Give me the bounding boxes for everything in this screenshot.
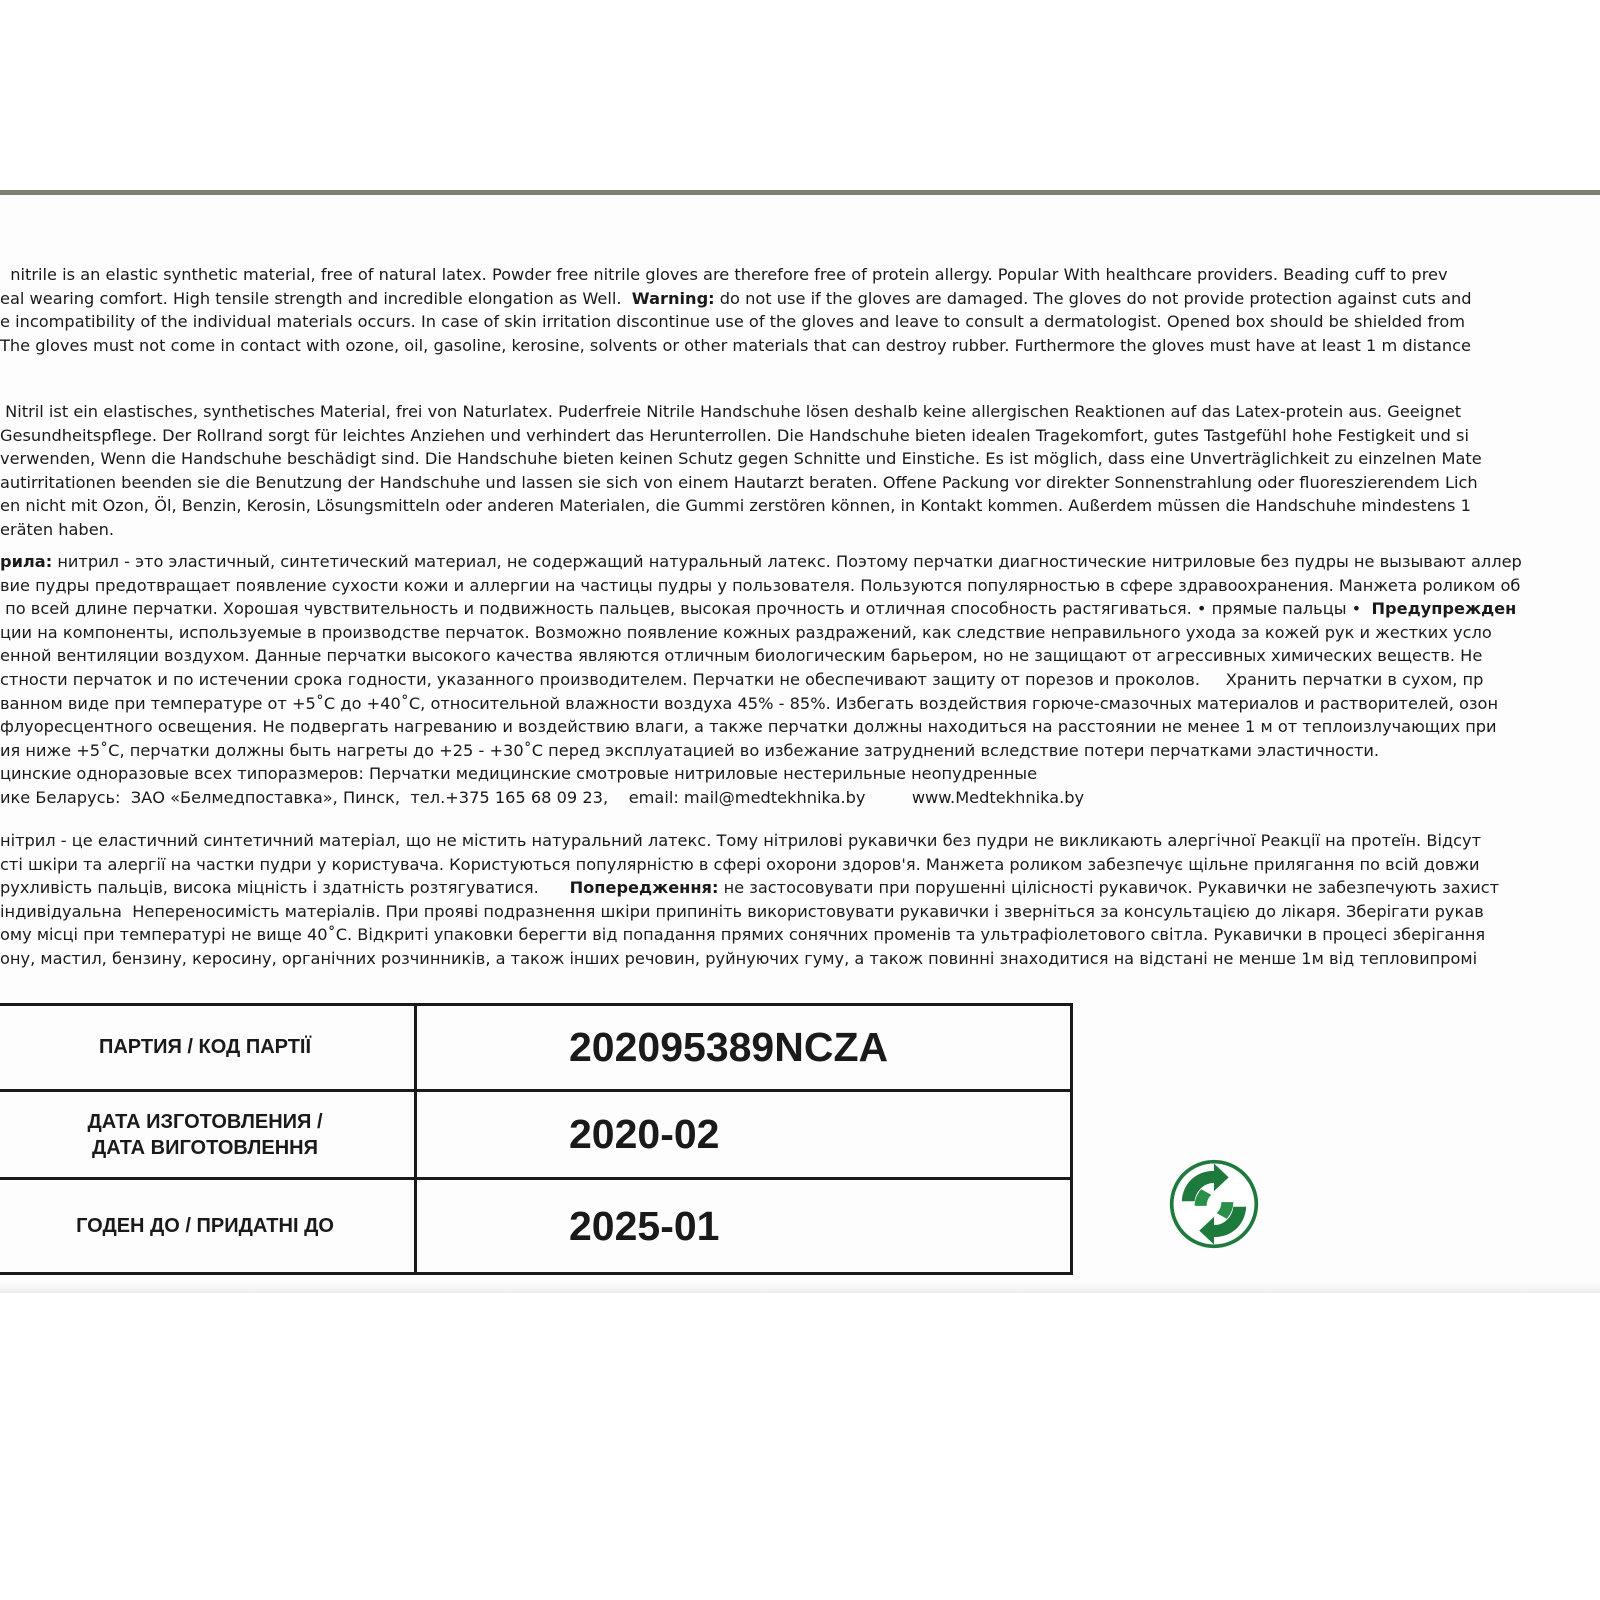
- text-line: [0, 550, 1522, 574]
- text-line: [0, 287, 1472, 311]
- section-label: рила:: [0, 552, 53, 571]
- text-line: нітрил - це еластичний синтетичний матеріал, що не містить натуральний латекс. Тому нітрилові рукавички без пудри не викликають алергічної Реакції на протеїн. Відсут: [0, 831, 1482, 850]
- instructions-german: [0, 400, 1482, 542]
- text-line: autirritationen beenden sie die Benutzung der Handschuhe und lassen sie sich von einem Hautarzt beraten. Offene Packung vor direkter Sonnenstrahlung oder fluoreszierendem Lich: [0, 472, 1478, 492]
- text-line: en nicht mit Ozon, Öl, Benzin, Kerosin, Lösungsmitteln oder anderen Materialen, die Gummi zerstören können, in Kontakt kommen. Außerdem müssen die Handschuhe mindestens 1: [0, 496, 1471, 516]
- text-line: verwenden, Wenn die Handschuhe beschädigt sind. Die Handschuhe bieten keinen Schutz gegen Schnitte und Einstiche. Es ist möglich, dass eine Unverträglichkeit zu einzelnen Mate: [0, 449, 1482, 469]
- expiry-date-value: 2025-01: [416, 1179, 1072, 1274]
- warning-label: Предупрежден: [1371, 599, 1517, 619]
- green-dot-recycle-icon: [1168, 1158, 1260, 1250]
- text-line: індивідуальна Непереносимість матеріалів. При прояві подразнення шкіри припиніть використовувати рукавички і зверніться за консультацією до лікаря. Зберігати рукав: [0, 901, 1484, 921]
- text-segment: eal wearing comfort. High tensile strength and incredible elongation as Well.: [0, 288, 632, 308]
- text-line: вие пудры предотвращает появление сухости кожи и аллергии на частицы пудры у пользователя. Пользуются популярностью в сфере здравоохранения. Манжета роликом об: [0, 575, 1521, 595]
- text-line: сті шкіри та алергії на частки пудри у користувача. Користуються популярністю в сфері охорони здоров'я. Манжета роликом забезпечує щільне прилягання по всій довжи: [0, 854, 1480, 874]
- text-line: цинские одноразовые всех типоразмеров: Перчатки медицинские смотровые нитриловые нестерильные неопудренные: [0, 764, 1038, 784]
- label-line: ДАТА ИЗГОТОВЛЕНИЯ /: [87, 1110, 323, 1133]
- text-segment: рухливість пальців, висока міцність і здатність розтягуватися.: [0, 878, 570, 898]
- text-line: Nitril ist ein elastisches, synthetisches Material, frei von Naturlatex. Puderfreie Nitrile Handschuhe lösen deshalb keine allergischen Reaktionen auf das Latex-protein aus. Geeignet: [0, 402, 1462, 421]
- text-line: The gloves must not come in contact with ozone, oil, gasoline, kerosine, solvents or other materials that can destroy rubber. Furthermore the gloves must have at least 1 m distance: [0, 335, 1471, 355]
- text-line: ия ниже +5˚С, перчатки должны быть нагреты до +25 - +30˚С перед эксплуатацией во избежание затруднений вследствие потери перчатками эластичности.: [0, 740, 1380, 760]
- text-segment: не застосовувати при порушенні цілісності рукавичок. Рукавички не забезпечують захист: [718, 878, 1500, 898]
- text-line: флуоресцентного освещения. Не подвергать нагреванию и воздействию влаги, а также перчатки должны находиться на расстоянии не менее 1 м от теплоизлучающих при: [0, 717, 1497, 737]
- table-row: [0, 1090, 1072, 1178]
- batch-info-table: [0, 1003, 1073, 1275]
- glove-box-side-panel: [0, 190, 1600, 1293]
- text-line: [0, 597, 1522, 621]
- text-segment: по всей длине перчатки. Хорошая чувствительность и подвижность пальцев, высокая прочность и отличная способность растягиваться. • прямые пальцы •: [0, 599, 1372, 619]
- text-line: стности перчаток и по истечении срока годности, указанного производителем. Перчатки не обеспечивают защиту от порезов и проколов. Хранить перчатки в сухом, пр: [0, 669, 1484, 689]
- text-line: ому місці при температурі не вище 40˚С. Відкриті упаковки берегти від попадання прямих сонячних променів та ультрафіолетового світла. Рукавички в процесі зберігання: [0, 925, 1486, 945]
- instructions-english: [0, 263, 1472, 357]
- expiry-date-label: ГОДЕН ДО / ПРИДАТНІ ДО: [0, 1179, 416, 1274]
- text-line: ике Беларусь: ЗАО «Белмедпоставка», Пинск, тел.+375 165 68 09 23, email: mail@medtekhnika.by www.Medtekhnika.by: [0, 787, 1085, 807]
- batch-label: ПАРТИЯ / КОД ПАРТІЇ: [0, 1005, 416, 1091]
- warning-label: Warning:: [631, 288, 715, 308]
- instructions-russian: [0, 550, 1522, 810]
- text-line: ции на компоненты, используемые в производстве перчаток. Возможно появление кожных раздражений, как следствие неправильного ухода за кожей рук и жестких усло: [0, 622, 1492, 642]
- box-bottom-shadow: [0, 1281, 1600, 1293]
- manufacture-date-value: 2020-02: [416, 1090, 1072, 1178]
- text-line: eräten haben.: [0, 519, 115, 539]
- table-row: [0, 1005, 1072, 1091]
- text-segment: нитрил - это эластичный, синтетический материал, не содержащий натуральный латекс. Поэтому перчатки диагностические нитриловые без пудры не вызывают аллер: [52, 552, 1522, 571]
- manufacture-date-label: [0, 1090, 416, 1178]
- text-line: Gesundheitspflege. Der Rollrand sorgt für leichtes Anziehen und verhindert das Herunterrollen. Die Handschuhe bieten idealen Tragekomfort, gutes Tastgefühl hohe Festigkeit und si: [0, 425, 1469, 445]
- text-line: nitrile is an elastic synthetic material, free of natural latex. Powder free nitrile gloves are therefore free of protein allergy. Popular With healthcare providers. Beading cuff to prev: [0, 265, 1448, 284]
- batch-value: 202095389NCZA: [416, 1005, 1072, 1091]
- table-row: [0, 1179, 1072, 1274]
- text-line: ванном виде при температуре от +5˚С до +40˚С, относительной влажности воздуха 45% - 85%. Избегать воздействия горюче-смазочных материалов и растворителей, озон: [0, 693, 1499, 713]
- text-line: [0, 876, 1499, 900]
- text-line: ону, мастил, бензину, керосину, органічних розчинників, а також інших речовин, руйнуючих гуму, а також повинні знаходитися на відстані не менше 1м від тепловипромі: [0, 948, 1478, 968]
- text-line: енной вентиляции воздухом. Данные перчатки высокого качества являются отличным биологическим барьером, но не защищают от агрессивных химических веществ. Не: [0, 646, 1483, 666]
- text-segment: do not use if the gloves are damaged. The gloves do not provide protection against cuts and: [714, 288, 1472, 308]
- instructions-ukrainian: [0, 829, 1499, 971]
- text-line: e incompatibility of the individual materials occurs. In case of skin irritation discontinue use of the gloves and leave to consult a dermatologist. Opened box should be shielded from: [0, 312, 1465, 332]
- warning-label: Попередження:: [569, 878, 719, 898]
- label-line: ДАТА ВИГОТОВЛЕННЯ: [92, 1136, 318, 1159]
